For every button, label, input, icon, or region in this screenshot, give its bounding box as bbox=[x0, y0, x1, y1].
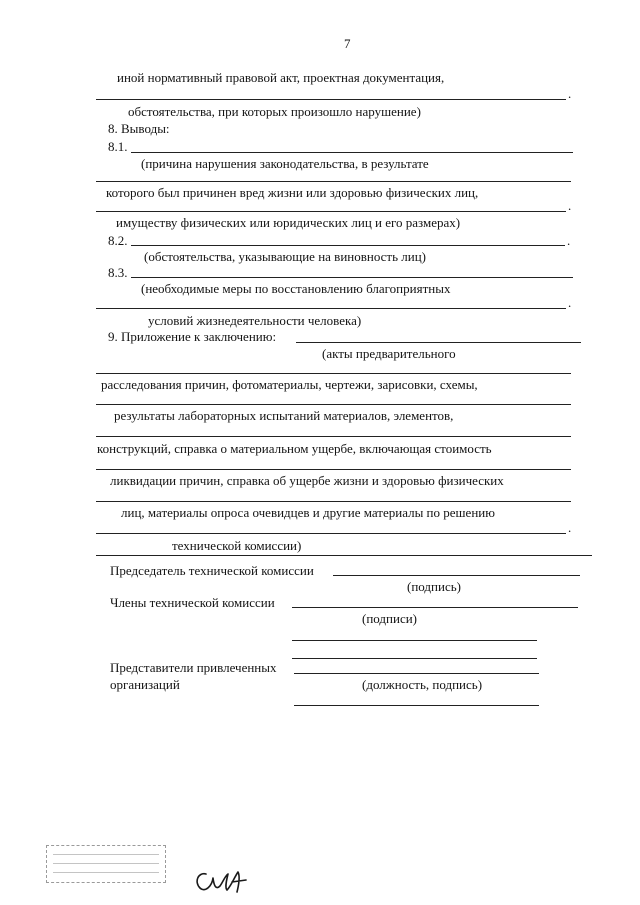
representatives-signature-line-2[interactable] bbox=[294, 705, 539, 706]
handwritten-signature bbox=[192, 862, 256, 896]
members-signature-line-3[interactable] bbox=[292, 658, 537, 659]
blank-line-9[interactable] bbox=[296, 342, 581, 343]
blank-line-9-f[interactable] bbox=[96, 501, 571, 502]
intro-line-1: иной нормативный правовой акт, проектная документация, bbox=[117, 70, 445, 85]
blank-line-9-e[interactable] bbox=[96, 469, 571, 470]
section-9-title: 9. Приложение к заключению: bbox=[108, 329, 277, 344]
blank-line-9-d[interactable] bbox=[96, 436, 571, 437]
blank-line-8-1-c[interactable] bbox=[96, 211, 566, 212]
section-8-title: 8. Выводы: bbox=[108, 121, 170, 136]
intro-line-2: обстоятельства, при которых произошло нарушение) bbox=[128, 104, 421, 119]
section-9-hint-3: результаты лабораторных испытаний материалов, элементов, bbox=[114, 408, 454, 423]
section-8-3-hint-1: (необходимые меры по восстановлению благоприятных bbox=[141, 281, 451, 296]
chairman-signature-line[interactable] bbox=[333, 575, 580, 576]
section-8-1-hint-2: которого был причинен вред жизни или здоровью физических лиц, bbox=[106, 185, 479, 200]
blank-line-intro[interactable] bbox=[96, 99, 566, 100]
section-divider bbox=[96, 555, 592, 556]
representatives-label-2: организаций bbox=[110, 677, 180, 692]
section-9-hint-6: лиц, материалы опроса очевидцев и другие материалы по решению bbox=[121, 505, 495, 520]
members-label: Члены технической комиссии bbox=[110, 595, 275, 610]
blank-line-9-b[interactable] bbox=[96, 373, 571, 374]
section-8-2-number: 8.2. bbox=[108, 233, 128, 248]
section-9-hint-2: расследования причин, фотоматериалы, чертежи, зарисовки, схемы, bbox=[101, 377, 478, 392]
members-signature-line-1[interactable] bbox=[292, 607, 578, 608]
representatives-signature-line-1[interactable] bbox=[294, 673, 539, 674]
representatives-hint: (должность, подпись) bbox=[362, 677, 483, 692]
line-end-dot: . bbox=[568, 198, 572, 213]
representatives-label-1: Представители привлеченных bbox=[110, 660, 277, 675]
blank-line-8-2[interactable] bbox=[131, 245, 565, 246]
section-8-1-number: 8.1. bbox=[108, 139, 128, 154]
blank-line-8-3[interactable] bbox=[131, 277, 573, 278]
blank-line-9-g[interactable] bbox=[96, 533, 566, 534]
page-number: 7 bbox=[344, 36, 351, 51]
section-8-3-hint-2: условий жизнедеятельности человека) bbox=[148, 313, 362, 328]
section-9-hint-1: (акты предварительного bbox=[322, 346, 456, 361]
line-end-dot: . bbox=[567, 233, 571, 248]
blank-line-8-3-b[interactable] bbox=[96, 308, 566, 309]
blank-line-8-1-b[interactable] bbox=[96, 181, 571, 182]
chairman-hint: (подпись) bbox=[407, 579, 461, 594]
section-8-1-hint-3: имуществу физических или юридических лиц и его размерах) bbox=[116, 215, 461, 230]
line-end-dot: . bbox=[568, 520, 572, 535]
section-8-3-number: 8.3. bbox=[108, 265, 128, 280]
section-8-1-hint-1: (причина нарушения законодательства, в результате bbox=[141, 156, 429, 171]
line-end-dot: . bbox=[568, 86, 572, 101]
blank-line-9-c[interactable] bbox=[96, 404, 571, 405]
section-9-hint-5: ликвидации причин, справка об ущербе жизни и здоровью физических bbox=[110, 473, 504, 488]
members-signature-line-2[interactable] bbox=[292, 640, 537, 641]
section-9-hint-7: технической комиссии) bbox=[172, 538, 302, 553]
line-end-dot: . bbox=[568, 295, 572, 310]
chairman-label: Председатель технической комиссии bbox=[110, 563, 314, 578]
section-8-2-hint: (обстоятельства, указывающие на виновность лиц) bbox=[144, 249, 427, 264]
certification-stamp bbox=[46, 845, 166, 883]
blank-line-8-1[interactable] bbox=[131, 152, 573, 153]
section-9-hint-4: конструкций, справка о материальном ущербе, включающая стоимость bbox=[97, 441, 492, 456]
members-hint: (подписи) bbox=[362, 611, 417, 626]
